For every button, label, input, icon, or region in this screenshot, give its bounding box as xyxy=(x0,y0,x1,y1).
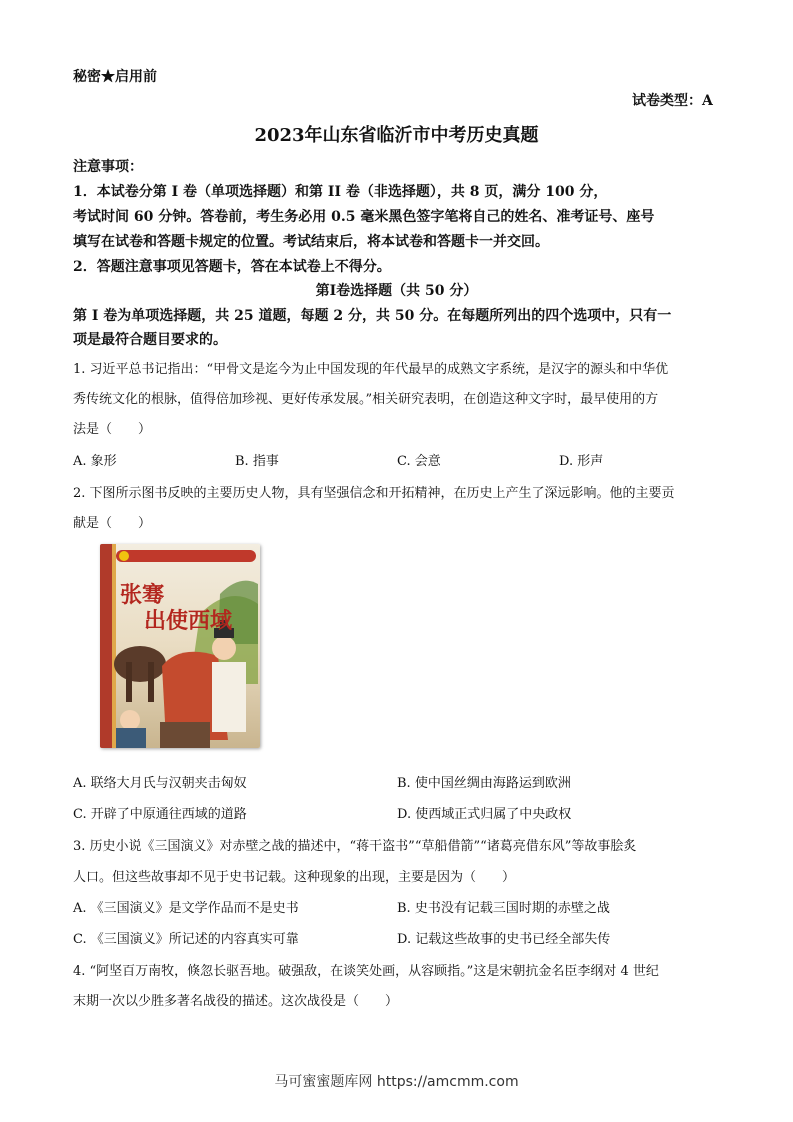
question-1-text: 1. 习近平总书记指出：“甲骨文是迄今为止中国发现的年代最早的成熟文字系统，是汉字的源头和中华优 xyxy=(73,362,669,377)
page-title: 2023年山东省临沂市中考历史真题 xyxy=(254,125,539,146)
question-4-text: 末期一次以少胜多著名战役的描述。这次战役是（ ） xyxy=(73,994,399,1009)
q2-option-b[interactable]: B. 使中国丝绸由海路运到欧洲 xyxy=(397,776,571,791)
book-cover-image xyxy=(100,544,260,748)
book-title-top: 张骞 xyxy=(120,583,165,608)
section-desc: 第 I 卷为单项选择题，共 25 道题，每题 2 分，共 50 分。在每题所列出的四个选项中，只有一 xyxy=(73,308,672,324)
question-1-text: 法是（ ） xyxy=(73,422,152,437)
question-2-text: 2. 下图所示图书反映的主要历史人物，具有坚强信念和开拓精神，在历史上产生了深远影响。他的主要贡 xyxy=(73,486,675,501)
q3-option-a[interactable]: A. 《三国演义》是文学作品而不是史书 xyxy=(73,901,299,916)
section-heading: 第Ⅰ卷选择题（共 50 分） xyxy=(315,283,478,299)
q2-option-c[interactable]: C. 开辟了中原通往西域的道路 xyxy=(73,807,247,822)
q1-option-a[interactable]: A. 象形 xyxy=(73,454,117,469)
notice-heading: 注意事项： xyxy=(73,159,143,175)
q3-option-b[interactable]: B. 史书没有记载三国时期的赤壁之战 xyxy=(397,901,610,916)
q1-option-c[interactable]: C. 会意 xyxy=(397,454,441,469)
question-2-text: 献是（ ） xyxy=(73,516,152,531)
footer-watermark: 马可蜜蜜题库网 https://amcmm.com xyxy=(274,1074,519,1090)
q3-option-d[interactable]: D. 记载这些故事的史书已经全部失传 xyxy=(397,932,611,947)
q3-option-c[interactable]: C. 《三国演义》所记述的内容真实可靠 xyxy=(73,932,299,947)
q1-option-d[interactable]: D. 形声 xyxy=(559,454,604,469)
question-4-text: 4. “阿坚百万南牧，倏忽长驱吾地。破强敌，在谈笑处画，从容顾指。”这是宋朝抗金名臣李纲对 4 世纪 xyxy=(73,964,659,979)
secret-label: 秘密★启用前 xyxy=(73,69,157,85)
paper-type: 试卷类型：A xyxy=(632,93,713,109)
question-3-text: 3. 历史小说《三国演义》对赤壁之战的描述中，“蒋干盗书”“草船借箭”“诸葛亮借东风”等故事脍炙 xyxy=(73,839,637,854)
notice-line: 考试时间 60 分钟。答卷前，考生务必用 0.5 毫米黑色签字笔将自己的姓名、准考证号、座号 xyxy=(73,209,655,225)
book-cover-illustration xyxy=(100,544,260,748)
q2-option-d[interactable]: D. 使西域正式归属了中央政权 xyxy=(397,807,572,822)
q1-option-b[interactable]: B. 指事 xyxy=(235,454,279,469)
question-1-text: 秀传统文化的根脉，值得倍加珍视、更好传承发展。”相关研究表明，在创造这种文字时，最早使用的方 xyxy=(73,392,659,407)
notice-line: 2．答题注意事项见答题卡，答在本试卷上不得分。 xyxy=(73,259,391,275)
question-3-text: 人口。但这些故事却不见于史书记载。这种现象的出现，主要是因为（ ） xyxy=(73,870,516,885)
notice-line: 填写在试卷和答题卡规定的位置。考试结束后，将本试卷和答题卡一并交回。 xyxy=(73,234,549,250)
section-desc: 项是最符合题目要求的。 xyxy=(73,332,227,348)
q2-option-a[interactable]: A. 联络大月氏与汉朝夹击匈奴 xyxy=(73,776,247,791)
book-title-bottom: 出使西域 xyxy=(144,609,233,634)
notice-line: 1．本试卷分第 I 卷（单项选择题）和第 II 卷（非选择题），共 8 页，满分 100 分， xyxy=(73,184,608,200)
